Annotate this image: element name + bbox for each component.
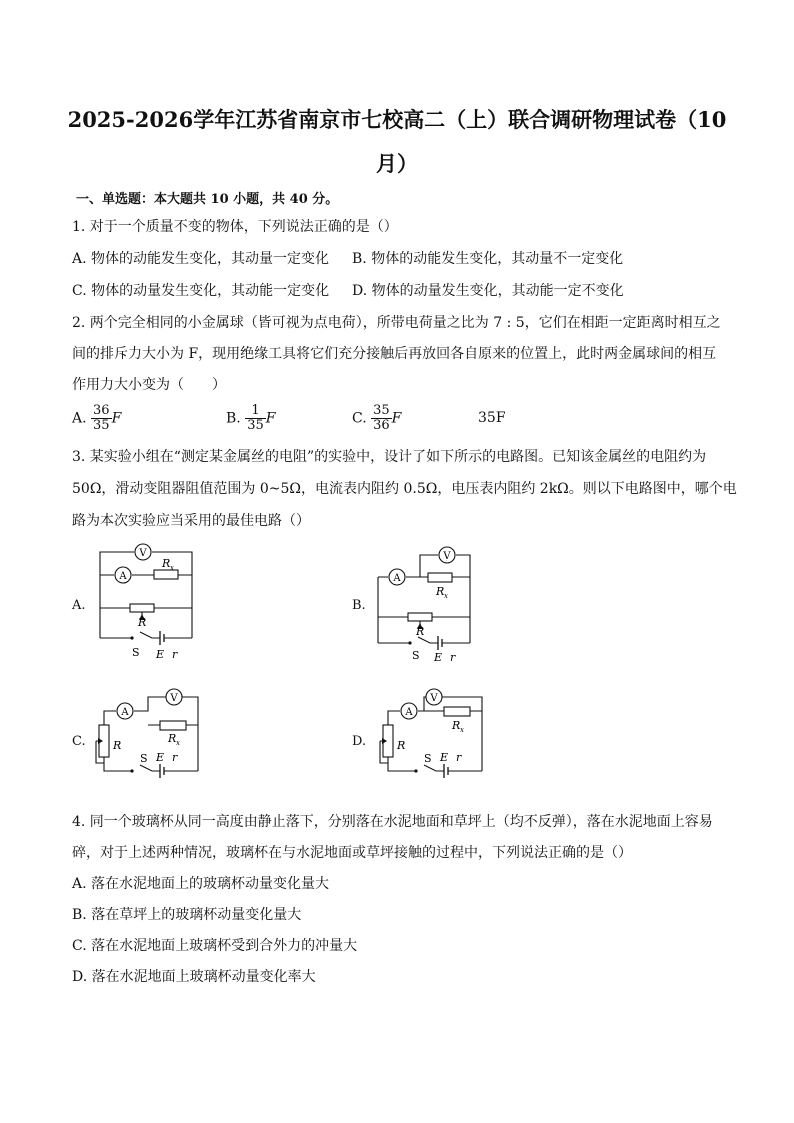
- internal-resistance-symbol: r: [450, 651, 456, 664]
- switch-symbol: S: [132, 646, 140, 659]
- q4-option-b: B. 落在草坪上的玻璃杯动量变化量大: [72, 907, 302, 923]
- fraction: [91, 404, 112, 433]
- force-symbol: F: [265, 410, 276, 427]
- q4-option-d: D. 落在水泥地面上玻璃杯动量变化率大: [72, 969, 316, 985]
- numerator: 35: [373, 403, 390, 418]
- rheostat-symbol: R: [416, 625, 425, 638]
- rx-subscript: x: [170, 564, 174, 572]
- exam-title: [60, 98, 734, 186]
- rheostat-symbol: R: [138, 616, 147, 629]
- switch-symbol: S: [140, 752, 148, 765]
- ammeter-symbol: A: [405, 707, 413, 718]
- switch-symbol: S: [424, 752, 432, 765]
- numerator: 1: [245, 404, 266, 419]
- circuit-diagram-d: [376, 685, 491, 785]
- q1-option-c: C. 物体的动量发生变化，其动能一定变化: [72, 283, 330, 299]
- q3-stem-line-2: 50Ω，滑动变阻器阻值范围为 0~5Ω，电流表内阻约 0.5Ω，电压表内阻约 2kΩ。则以下电路图中，哪个电: [72, 481, 737, 497]
- emf-symbol: E: [440, 751, 449, 764]
- section-heading: 一、单选题：本大题共 10 小题，共 40 分。: [76, 192, 339, 207]
- fraction: [371, 404, 392, 433]
- circuit-diagram-b: [372, 545, 482, 670]
- denominator: 35: [247, 418, 264, 433]
- q4-option-a: A. 落在水泥地面上的玻璃杯动量变化量大: [72, 876, 330, 892]
- force-symbol: F: [391, 410, 402, 427]
- emf-symbol: E: [434, 651, 443, 664]
- rx-subscript: x: [176, 739, 180, 747]
- q2-option-c: [352, 404, 401, 433]
- internal-resistance-symbol: r: [172, 751, 178, 764]
- rheostat-symbol: R: [113, 739, 122, 752]
- q2-stem-line-2: 间的排斥力大小为 F，现用绝缘工具将它们充分接触后再放回各自原来的位置上，此时两金属球间的相互: [72, 346, 717, 362]
- voltmeter-symbol: V: [443, 551, 451, 562]
- rx-symbol: R: [162, 557, 171, 570]
- title-line-2: 月）: [376, 151, 418, 176]
- q3-stem-line-1: 3. 某实验小组在“测定某金属丝的电阻”的实验中，设计了如下所示的电路图。已知该金属丝的电阻约为: [72, 449, 707, 465]
- circuit-diagram-a: [94, 540, 204, 665]
- q1-stem: 1. 对于一个质量不变的物体，下列说法正确的是（）: [72, 219, 398, 235]
- ammeter-symbol: A: [121, 707, 129, 718]
- q1-option-a: A. 物体的动能发生变化，其动量一定变化: [72, 251, 330, 267]
- force-symbol: F: [111, 410, 122, 427]
- title-line-1: 2025-2026学年江苏省南京市七校高二（上）联合调研物理试卷（10: [67, 107, 727, 132]
- rx-subscript: x: [460, 726, 464, 734]
- internal-resistance-symbol: r: [456, 751, 462, 764]
- rx-subscript: x: [444, 592, 448, 600]
- q2-option-d: [478, 410, 506, 426]
- q4-option-c: C. 落在水泥地面上玻璃杯受到合外力的冲量大: [72, 938, 358, 954]
- q4-stem-line-2: 碎，对于上述两种情况，玻璃杯在与水泥地面或草坪接触的过程中，下列说法正确的是（）: [72, 845, 632, 861]
- voltmeter-symbol: V: [170, 693, 178, 704]
- option-label: A.: [72, 410, 87, 427]
- q3-option-d-label: D.: [352, 734, 367, 749]
- fraction: [245, 404, 266, 433]
- q1-option-b: B. 物体的动能发生变化，其动量不一定变化: [352, 251, 624, 267]
- denominator: 35: [93, 418, 110, 433]
- q2-stem-line-3: 作用力大小变为（ ）: [72, 377, 226, 393]
- option-label: 35F: [478, 410, 506, 426]
- q4-stem-line-1: 4. 同一个玻璃杯从同一高度由静止落下，分别落在水泥地面和草坪上（均不反弹），落在水泥地面上容易: [72, 814, 713, 830]
- q1-option-d: D. 物体的动量发生变化，其动能一定不变化: [352, 283, 624, 299]
- q2-stem-line-1: 2. 两个完全相同的小金属球（皆可视为点电荷），所带电荷量之比为 7 : 5，它们在相距一定距离时相互之: [72, 315, 721, 331]
- ammeter-symbol: A: [393, 573, 401, 584]
- rheostat-symbol: R: [397, 739, 406, 752]
- rx-symbol: R: [168, 732, 177, 745]
- switch-symbol: S: [412, 649, 420, 662]
- q3-stem-line-3: 路为本次实验应当采用的最佳电路（）: [72, 513, 310, 529]
- denominator: 36: [373, 418, 390, 433]
- circuit-diagram-c: [92, 685, 207, 785]
- voltmeter-symbol: V: [430, 693, 438, 704]
- numerator: 36: [93, 403, 110, 418]
- voltmeter-symbol: V: [139, 548, 147, 559]
- q3-option-b-label: B.: [352, 598, 366, 613]
- emf-symbol: E: [156, 751, 165, 764]
- q2-option-b: [226, 404, 275, 433]
- q3-option-c-label: C.: [72, 734, 86, 749]
- option-label: B.: [226, 410, 241, 427]
- emf-symbol: E: [156, 648, 165, 661]
- option-label: C.: [352, 410, 367, 427]
- q3-option-a-label: A.: [72, 598, 86, 613]
- ammeter-symbol: A: [119, 571, 127, 582]
- q2-option-a: [72, 404, 121, 433]
- rx-symbol: R: [452, 719, 461, 732]
- internal-resistance-symbol: r: [172, 648, 178, 661]
- rx-symbol: R: [436, 585, 445, 598]
